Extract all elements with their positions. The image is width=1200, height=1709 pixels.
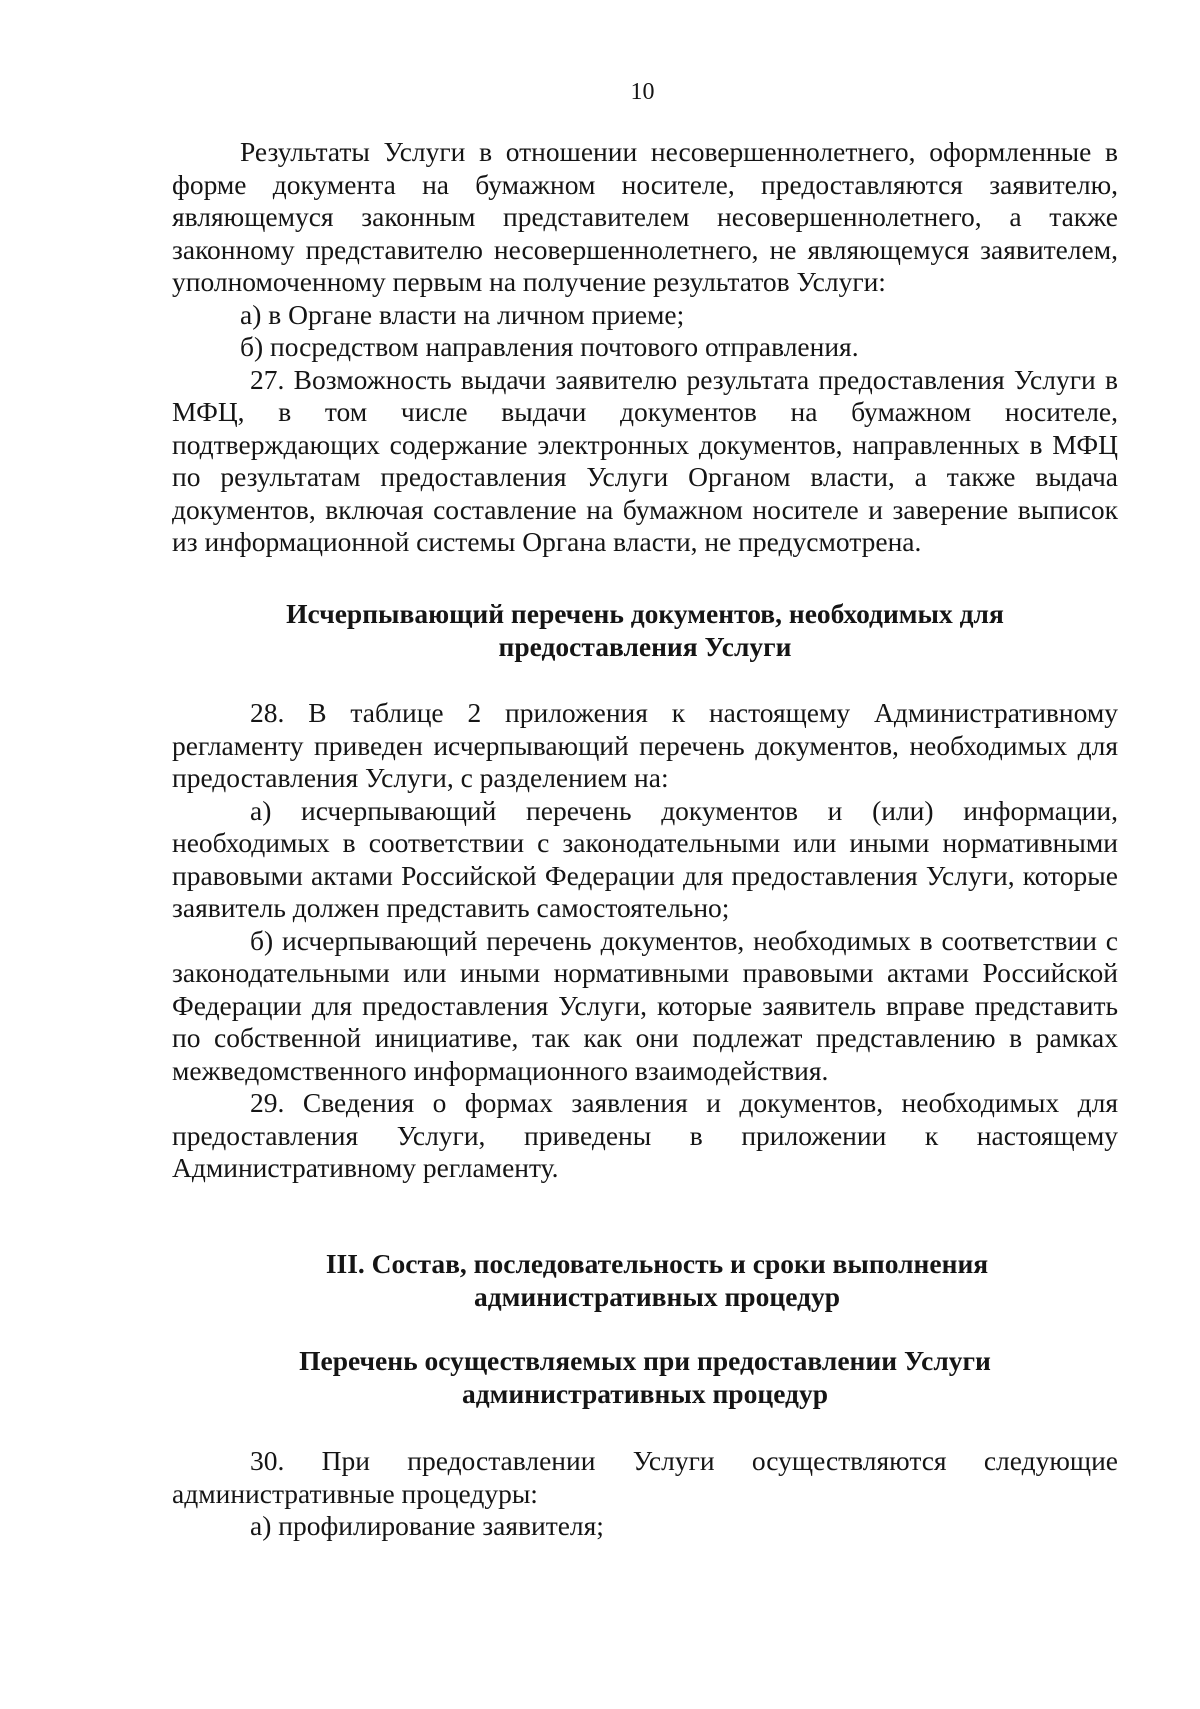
list-item-a-profiling: а) профилирование заявителя; bbox=[250, 1510, 604, 1541]
procedures-block bbox=[172, 1445, 1118, 1543]
heading-procedures-line-2: административных процедур bbox=[462, 1377, 828, 1409]
paragraph-results-minor: Результаты Услуги в отношении несовершеннолетнего, оформленные в форме документа на бумажном носителе, предоставляются заявителю, являющемуся законным представителем несовершеннолетнего, а также законному представителю несовершеннолетнего, не являющемуся заявителем, уполномоченному первым на получение результатов Услуги: bbox=[172, 136, 1118, 297]
paragraph-30-procedures: 30. При предоставлении Услуги осуществляются следующие административные процедуры: bbox=[172, 1445, 1118, 1509]
heading-documents-line-1: Исчерпывающий перечень документов, необходимых для bbox=[286, 598, 1004, 629]
documents-block bbox=[172, 697, 1118, 1185]
paragraph-28-table: 28. В таблице 2 приложения к настоящему Административному регламенту приведен исчерпывающий перечень документов, необходимых для предоставления Услуги, с разделением на: bbox=[172, 697, 1118, 793]
list-item-b-optional-docs: б) исчерпывающий перечень документов, необходимых в соответствии с законодательными или иными нормативными правовыми актами Российской Федерации для предоставления Услуги, которые заявитель вправе представить по собственной инициативе, так как они подлежат представлению в рамках межведомственного информационного взаимодействия. bbox=[172, 924, 1118, 1086]
list-item-a-personal: а) в Органе власти на личном приеме; bbox=[240, 298, 685, 330]
page-number: 10 bbox=[630, 79, 655, 105]
heading-procedures-line-1: Перечень осуществляемых при предоставлении Услуги bbox=[299, 1345, 991, 1376]
list-item-a-required-docs: а) исчерпывающий перечень документов и (или) информации, необходимых в соответствии с законодательными или иными нормативными правовыми актами Российской Федерации для предоставления Услуги, которые заявитель должен представить самостоятельно; bbox=[172, 794, 1118, 923]
heading-documents bbox=[172, 598, 1118, 663]
paragraph-27-mfc: 27. Возможность выдачи заявителю результата предоставления Услуги в МФЦ, в том числе выдачи документов на бумажном носителе, подтверждающих содержание электронных документов, направленных в МФЦ по результатам предоставления Услуги Органом власти, а также выдача документов, включая составление на бумажном носителе и заверение выписок из информационной системы Органа власти, не предусмотрена. bbox=[172, 363, 1118, 557]
list-item-b-mail: б) посредством направления почтового отправления. bbox=[240, 331, 859, 362]
heading-procedures bbox=[172, 1345, 1118, 1410]
heading-section-3 bbox=[184, 1248, 1130, 1313]
heading-section-3-line-1: III. Состав, последовательность и сроки выполнения bbox=[325, 1248, 989, 1279]
intro-block bbox=[172, 136, 1118, 559]
heading-section-3-line-2: административных процедур bbox=[474, 1280, 840, 1312]
heading-documents-line-2: предоставления Услуги bbox=[498, 630, 792, 662]
paragraph-29-forms: 29. Сведения о формах заявления и документов, необходимых для предоставления Услуги, приведены в приложении к настоящему Административному регламенту. bbox=[172, 1087, 1118, 1183]
